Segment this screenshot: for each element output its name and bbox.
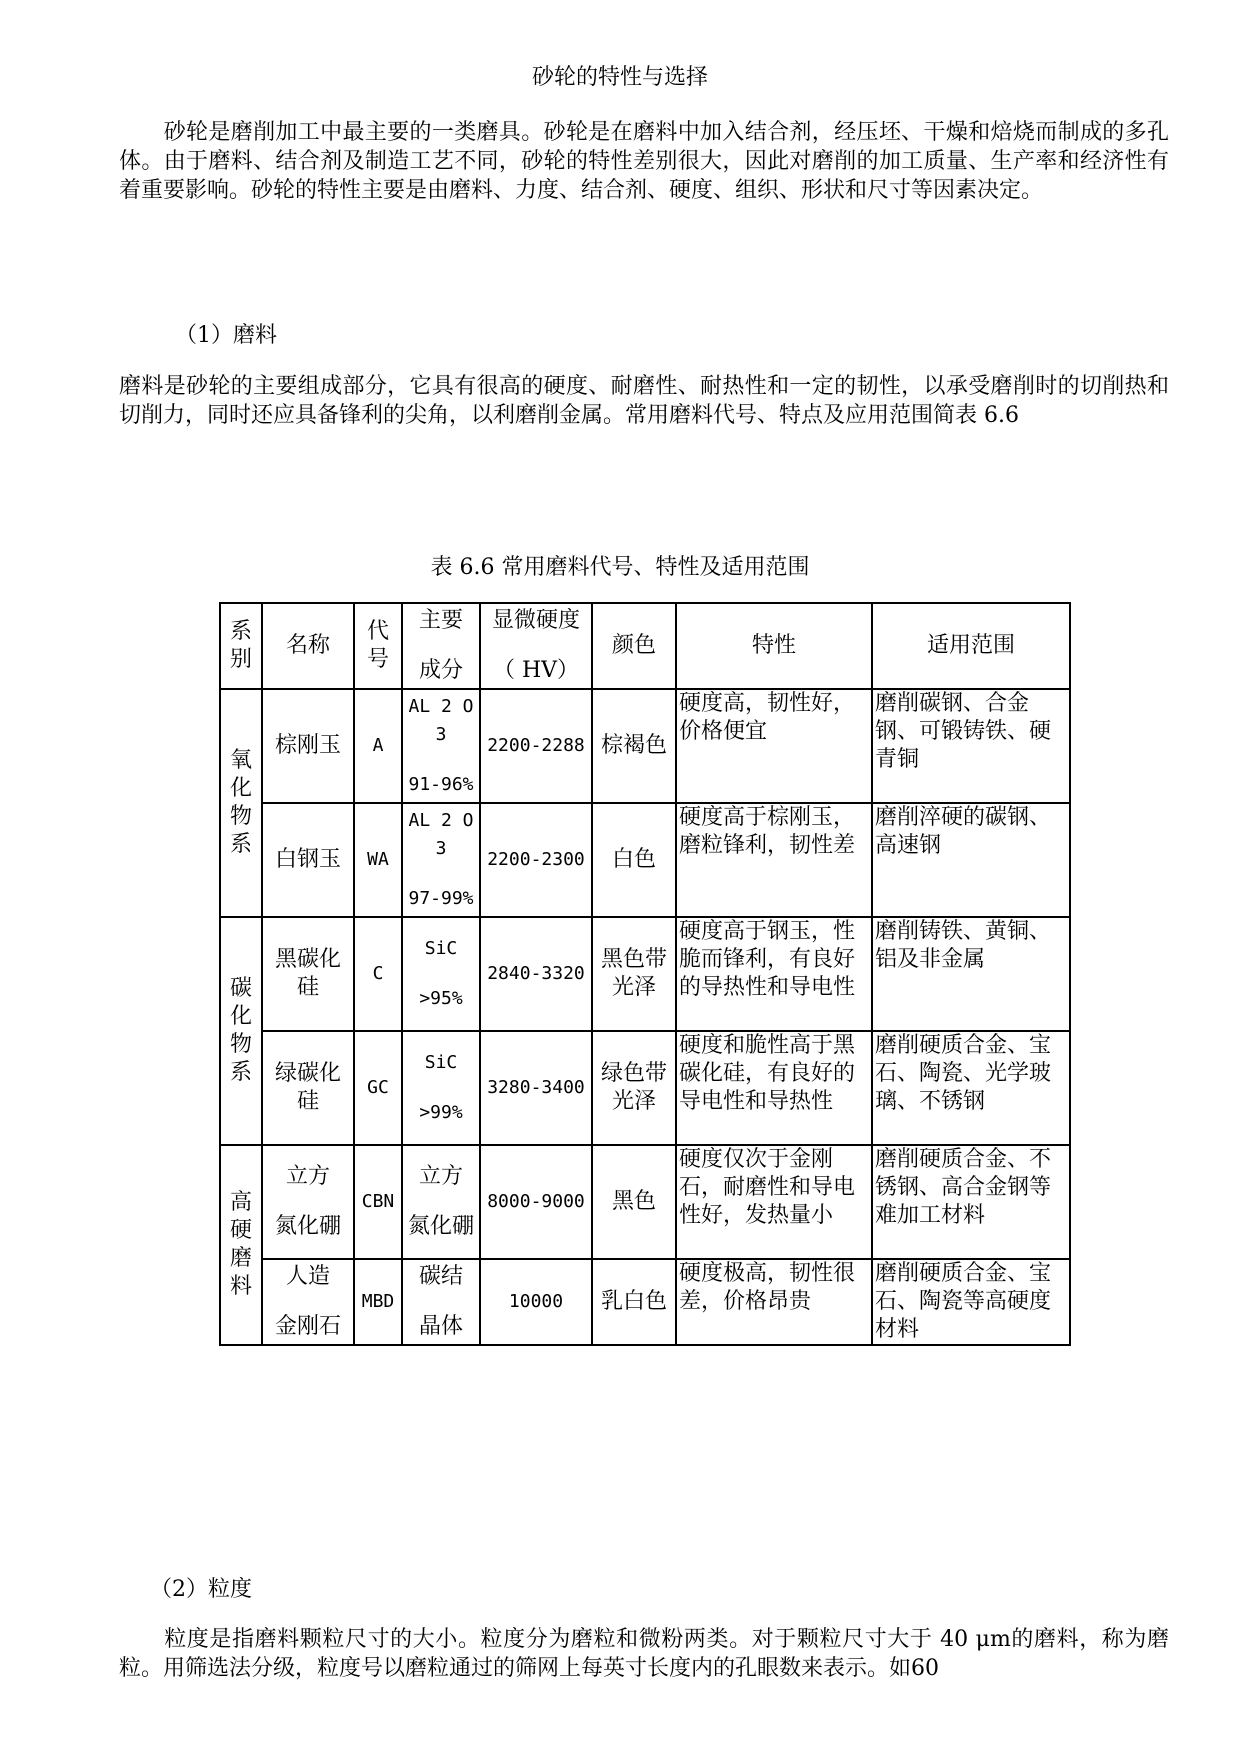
cell-code: WA — [354, 803, 402, 917]
intro-paragraph: 砂轮是磨削加工中最主要的一类磨具。砂轮是在磨料中加入结合剂，经压坯、干燥和焙烧而制成的多孔体。由于磨料、结合剂及制造工艺不同，砂轮的特性差别很大，因此对磨削的加工质量、生产率和经济性有着重要影响。砂轮的特性主要是由磨料、力度、结合剂、硬度、组织、形状和尺寸等因素决定。 — [119, 120, 1169, 203]
header-hardness: 显微硬度 （ HV） — [480, 603, 592, 689]
cell-property: 硬度高于钢玉，性脆而锋利，有良好的导热性和导电性 — [676, 917, 872, 1031]
cell-usage: 磨削硬质合金、宝石、陶瓷、光学玻璃、不锈钢 — [872, 1031, 1070, 1145]
grain-size-paragraph: 粒度是指磨料颗粒尺寸的大小。粒度分为磨粒和微粉两类。对于颗粒尺寸大于 40 μm的磨料，称为磨粒。用筛选法分级，粒度号以磨粒通过的筛网上每英寸长度内的孔眼数来表示。如60 — [119, 1627, 1169, 1681]
table-row — [220, 689, 1070, 803]
cell-color: 黑色 — [592, 1145, 676, 1259]
cell-name: 立方 氮化硼 — [262, 1145, 354, 1259]
section-heading-grain-size: （2）粒度 — [150, 1577, 252, 1602]
cell-color: 黑色带光泽 — [592, 917, 676, 1031]
cell-color: 绿色带光泽 — [592, 1031, 676, 1145]
header-series: 系别 — [220, 603, 262, 689]
cell-color: 白色 — [592, 803, 676, 917]
header-composition: 主要 成分 — [402, 603, 480, 689]
table-row — [220, 1145, 1070, 1259]
cell-hardness: 8000-9000 — [480, 1145, 592, 1259]
cell-name: 黑碳化硅 — [262, 917, 354, 1031]
cell-composition: AL 2 O 3 91-96% — [402, 689, 480, 803]
header-usage: 适用范围 — [872, 603, 1070, 689]
table-row — [220, 1259, 1070, 1345]
table-row — [220, 917, 1070, 1031]
cell-composition: SiC >99% — [402, 1031, 480, 1145]
group-carbide: 碳化物系 — [220, 917, 262, 1145]
cell-composition: AL 2 O 3 97-99% — [402, 803, 480, 917]
table-row — [220, 803, 1070, 917]
cell-name: 绿碳化硅 — [262, 1031, 354, 1145]
cell-usage: 磨削碳钢、合金钢、可锻铸铁、硬青铜 — [872, 689, 1070, 803]
cell-property: 硬度极高，韧性很差，价格昂贵 — [676, 1259, 872, 1345]
cell-name: 白钢玉 — [262, 803, 354, 917]
cell-property: 硬度和脆性高于黑碳化硅，有良好的导电性和导热性 — [676, 1031, 872, 1145]
cell-code: MBD — [354, 1259, 402, 1345]
section-heading-abrasive: （1）磨料 — [175, 323, 277, 348]
header-color: 颜色 — [592, 603, 676, 689]
cell-usage: 磨削铸铁、黄铜、铝及非金属 — [872, 917, 1070, 1031]
cell-code: GC — [354, 1031, 402, 1145]
table-row — [220, 1031, 1070, 1145]
cell-hardness: 10000 — [480, 1259, 592, 1345]
abrasive-paragraph: 磨料是砂轮的主要组成部分，它具有很高的硬度、耐磨性、耐热性和一定的韧性，以承受磨削时的切削热和切削力，同时还应具备锋利的尖角，以利磨削金属。常用磨料代号、特点及应用范围简表 6.6 — [119, 374, 1169, 428]
cell-usage: 磨削硬质合金、宝石、陶瓷等高硬度材料 — [872, 1259, 1070, 1345]
cell-name: 人造 金刚石 — [262, 1259, 354, 1345]
group-superhard: 高硬磨料 — [220, 1145, 262, 1345]
cell-hardness: 2200-2300 — [480, 803, 592, 917]
cell-composition: 立方 氮化硼 — [402, 1145, 480, 1259]
header-property: 特性 — [676, 603, 872, 689]
cell-hardness: 2200-2288 — [480, 689, 592, 803]
cell-property: 硬度高于棕刚玉，磨粒锋利，韧性差 — [676, 803, 872, 917]
cell-code: C — [354, 917, 402, 1031]
cell-composition: 碳结 晶体 — [402, 1259, 480, 1345]
table-caption: 表 6.6 常用磨料代号、特性及适用范围 — [430, 555, 810, 580]
abrasive-table — [219, 602, 1071, 1346]
cell-color: 乳白色 — [592, 1259, 676, 1345]
cell-usage: 磨削淬硬的碳钢、高速钢 — [872, 803, 1070, 917]
cell-property: 硬度高，韧性好，价格便宜 — [676, 689, 872, 803]
cell-code: A — [354, 689, 402, 803]
group-oxide: 氧化物系 — [220, 689, 262, 917]
cell-hardness: 2840-3320 — [480, 917, 592, 1031]
cell-hardness: 3280-3400 — [480, 1031, 592, 1145]
cell-usage: 磨削硬质合金、不锈钢、高合金钢等难加工材料 — [872, 1145, 1070, 1259]
cell-code: CBN — [354, 1145, 402, 1259]
cell-color: 棕褐色 — [592, 689, 676, 803]
document-title: 砂轮的特性与选择 — [531, 65, 708, 90]
header-name: 名称 — [262, 603, 354, 689]
cell-composition: SiC >95% — [402, 917, 480, 1031]
cell-name: 棕刚玉 — [262, 689, 354, 803]
header-code: 代号 — [354, 603, 402, 689]
table-header-row — [220, 603, 1070, 689]
cell-property: 硬度仅次于金刚石，耐磨性和导电性好，发热量小 — [676, 1145, 872, 1259]
